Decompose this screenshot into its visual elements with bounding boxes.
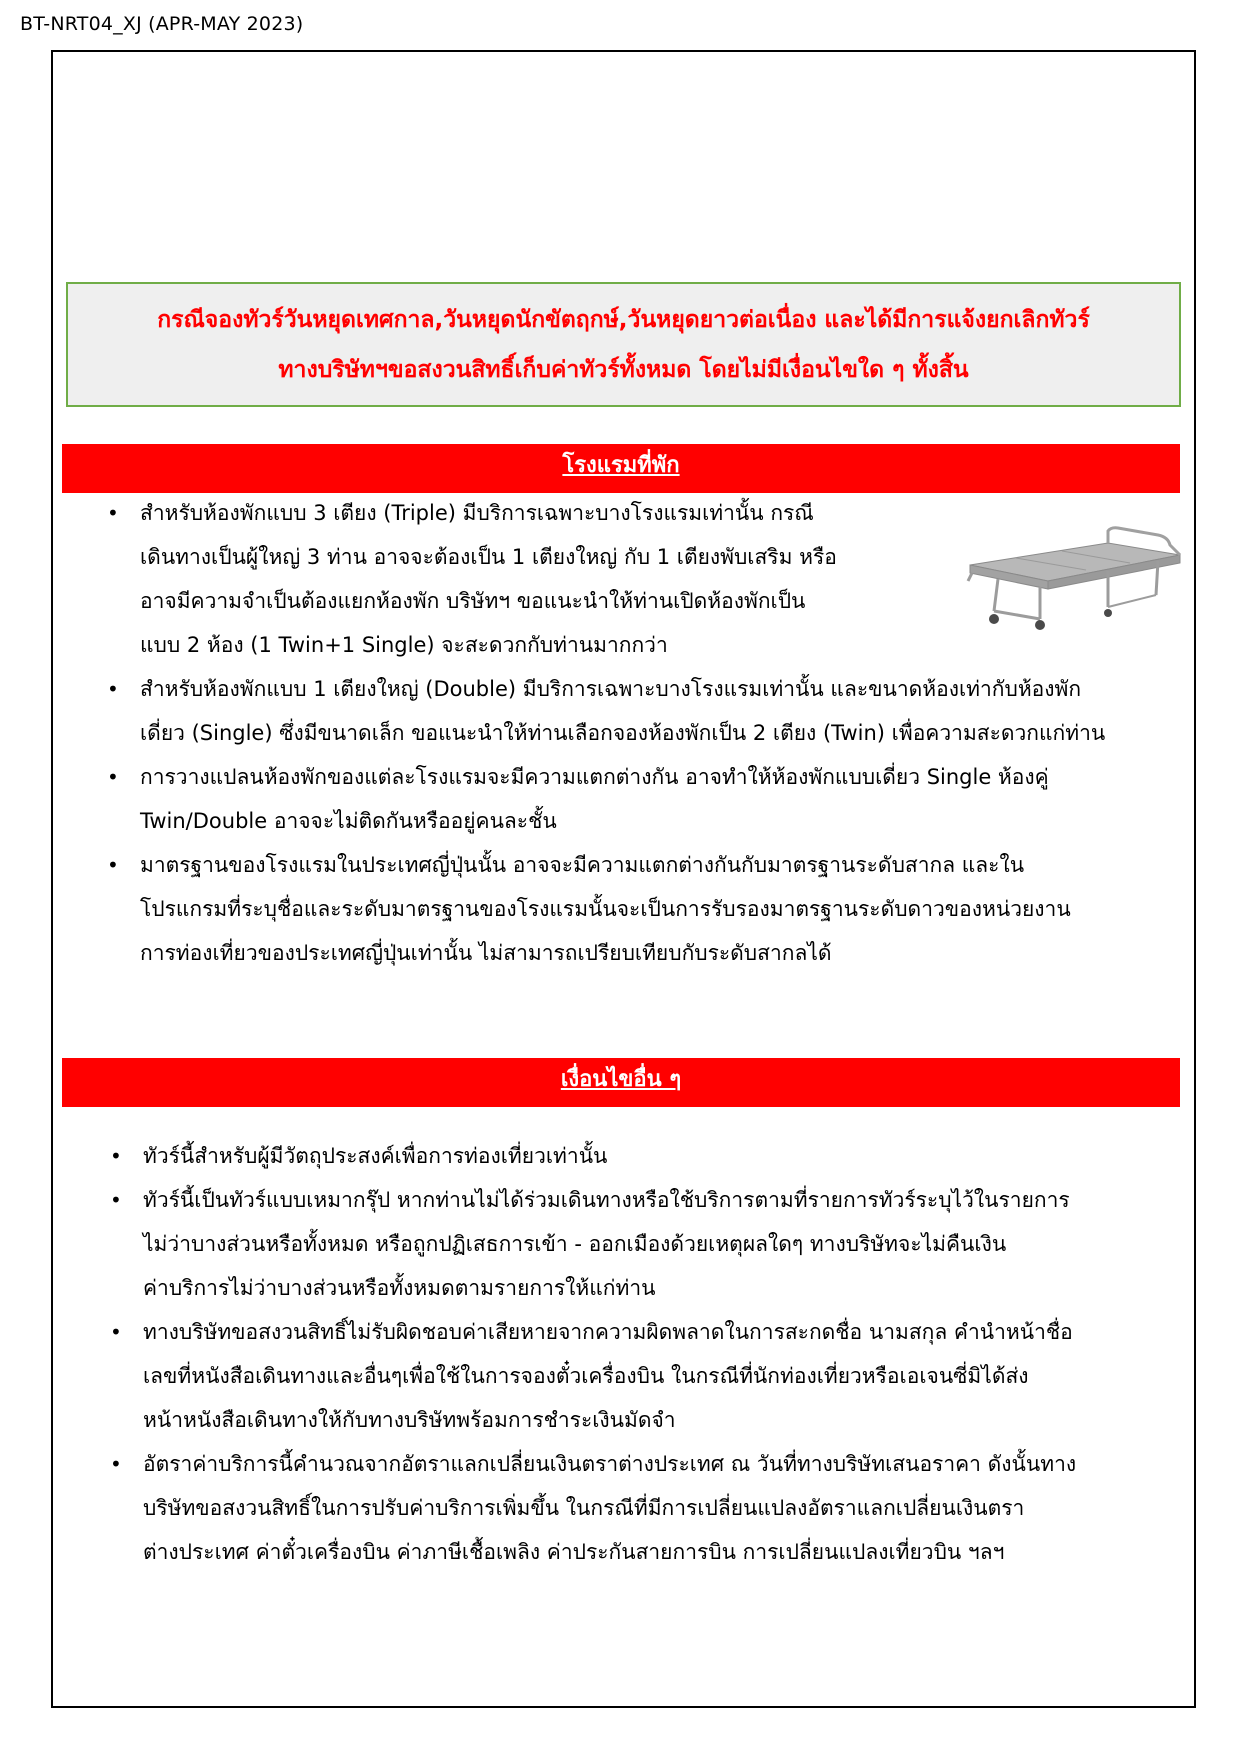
list-line: บริษัทขอสงวนสิทธิ์ในการปรับค่าบริการเพิ่มขึ้น ในกรณีที่มีการเปลี่ยนแปลงอัตราแลกเปลี่ยนเงินตรา [143,1496,1025,1520]
list-line: สำหรับห้องพักแบบ 3 เตียง (Triple) มีบริการเฉพาะบางโรงแรมเท่านั้น กรณี [140,501,814,525]
bullet-icon: • [107,677,119,701]
list-line: ต่างประเทศ ค่าตั๋วเครื่องบิน ค่าภาษีเชื้อเพลิง ค่าประกันสายการบิน การเปลี่ยนแปลงเที่ยวบิน ฯลฯ [143,1540,1005,1564]
bullet-icon: • [110,1188,122,1212]
list-line: หน้าหนังสือเดินทางให้กับทางบริษัทพร้อมการชำระเงินมัดจำ [143,1408,676,1432]
list-item [107,491,940,667]
cancellation-notice [66,282,1181,407]
bullet-icon: • [107,501,119,525]
list-line: ค่าบริการไม่ว่าบางส่วนหรือทั้งหมดตามรายการให้แก่ท่าน [143,1276,656,1300]
list-item [110,1310,1185,1442]
bullet-icon: • [110,1144,122,1168]
bullet-icon: • [107,765,119,789]
list-line: อาจมีความจำเป็นต้องแยกห้องพัก บริษัทฯ ขอแนะนำให้ท่านเปิดห้องพักเป็น [140,589,806,613]
other-conditions-list [110,1134,1185,1574]
list-line: มาตรฐานของโรงแรมในประเทศญี่ปุ่นนั้น อาจจะมีความแตกต่างกันกับมาตรฐานระดับสากล และใน [140,853,1025,877]
bullet-icon: • [110,1452,122,1476]
bullet-icon: • [110,1320,122,1344]
notice-line-2: ทางบริษัทฯขอสงวนสิทธิ์เก็บค่าทัวร์ทั้งหมด โดยไม่มีเงื่อนไขใด ๆ ทั้งสิ้น [278,357,969,383]
list-line: Twin/Double อาจจะไม่ติดกันหรืออยู่คนละชั้น [140,809,557,833]
list-item [110,1442,1185,1574]
list-line: เลขที่หนังสือเดินทางและอื่นๆเพื่อใช้ในการจองตั๋วเครื่องบิน ในกรณีที่นักท่องเที่ยวหรือเอเจนซี่มิได้ส่ง [143,1364,1029,1388]
doc-code: BT-NRT04_XJ (APR-MAY 2023) [20,13,304,35]
list-line: ทัวร์นี้สำหรับผู้มีวัตถุประสงค์เพื่อการท่องเที่ยวเท่านั้น [143,1144,608,1168]
bullet-icon: • [107,853,119,877]
list-line: แบบ 2 ห้อง (1 Twin+1 Single) จะสะดวกกับท่านมากกว่า [140,633,668,657]
list-line: โปรแกรมที่ระบุชื่อและระดับมาตรฐานของโรงแรมนั้นจะเป็นการรับรองมาตรฐานระดับดาวของหน่วยงาน [140,897,1071,921]
hotel-section-title: โรงแรมที่พัก [62,444,1180,493]
list-line: การวางแปลนห้องพักของแต่ละโรงแรมจะมีความแตกต่างกัน อาจทำให้ห้องพักแบบเดี่ยว Single ห้องคู่ [140,765,1049,789]
list-line: สำหรับห้องพักแบบ 1 เตียงใหญ่ (Double) มีบริการเฉพาะบางโรงแรมเท่านั้น และขนาดห้องเท่ากับห้องพัก [140,677,1082,701]
list-item [107,667,1185,755]
list-item [110,1134,1185,1178]
list-line: เดี่ยว (Single) ซึ่งมีขนาดเล็ก ขอแนะนำให้ท่านเลือกจองห้องพักเป็น 2 เตียง (Twin) เพื่อความสะดวกแก่ท่าน [140,721,1106,745]
list-line: ทัวร์นี้เป็นทัวร์แบบเหมากรุ๊ป หากท่านไม่ได้ร่วมเดินทางหรือใช้บริการตามที่รายการทัวร์ระบุไว้ในรายการ [143,1188,1070,1212]
folding-bed-icon [958,525,1183,635]
list-item [107,755,1185,843]
other-conditions-title: เงื่อนไขอื่น ๆ [62,1058,1180,1107]
list-item [110,1178,1185,1310]
list-line: อัตราค่าบริการนี้คำนวณจากอัตราแลกเปลี่ยนเงินตราต่างประเทศ ณ วันที่ทางบริษัทเสนอราคา ดังนั้นทาง [143,1452,1077,1476]
notice-line-1: กรณีจองทัวร์วันหยุดเทศกาล,วันหยุดนักขัตฤกษ์,วันหยุดยาวต่อเนื่อง และได้มีการแจ้งยกเลิกทัวร์ [157,307,1090,333]
list-line: ทางบริษัทขอสงวนสิทธิ์ไม่รับผิดชอบค่าเสียหายจากความผิดพลาดในการสะกดชื่อ นามสกุล คำนำหน้าชื่อ [143,1320,1073,1344]
list-line: ไม่ว่าบางส่วนหรือทั้งหมด หรือถูกปฏิเสธการเข้า - ออกเมืองด้วยเหตุผลใดๆ ทางบริษัทจะไม่คืนเงิน [143,1232,1007,1256]
list-item [107,843,1185,975]
list-line: เดินทางเป็นผู้ใหญ่ 3 ท่าน อาจจะต้องเป็น 1 เตียงใหญ่ กับ 1 เตียงพับเสริม หรือ [140,545,837,569]
list-line: การท่องเที่ยวของประเทศญี่ปุ่นเท่านั้น ไม่สามารถเปรียบเทียบกับระดับสากลได้ [140,941,832,965]
